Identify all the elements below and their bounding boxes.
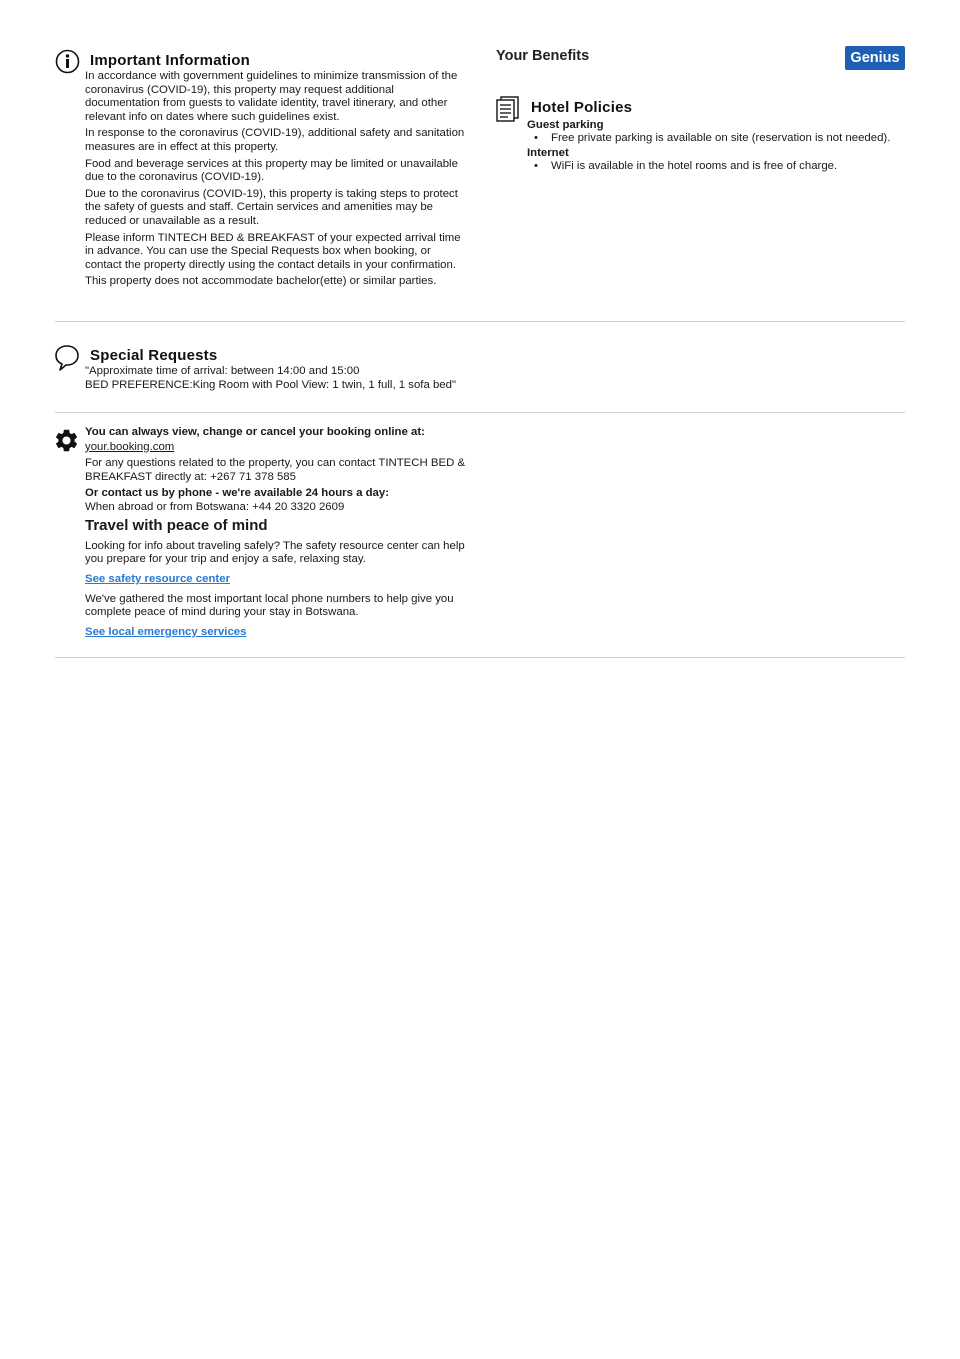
info-paragraph: In response to the coronavirus (COVID-19), additional safety and sanitation measures are in effect at this property. xyxy=(85,127,465,153)
info-paragraph: Due to the coronavirus (COVID-19), this property is taking steps to protect the safety of guests and staff. Certain services and amenities may be reduced or unavailable as a result. xyxy=(85,187,458,227)
property-contact-text: For any questions related to the property, you can contact TINTECH BED & BREAKFAST directly at: +267 71 378 585 xyxy=(85,457,466,483)
info-paragraph: Please inform TINTECH BED & BREAKFAST of your expected arrival time in advance. You can use the Special Requests box when booking, or contact the property directly using the contact details in your confirmation. xyxy=(85,231,461,271)
special-request-line: "Approximate time of arrival: between 14:00 and 15:00 xyxy=(85,365,360,377)
speech-bubble-icon xyxy=(54,344,80,377)
policy-heading-internet: Internet xyxy=(527,147,569,160)
hotel-policies-body xyxy=(527,118,907,175)
important-information-body xyxy=(85,70,470,289)
info-paragraph: In accordance with government guidelines to minimize transmission of the coronavirus (COVID-19), this property may request additional documentation from guests to validate identity, travel itinerary, and other relevant info on dates where such guidelines exist. xyxy=(85,70,458,123)
section-divider xyxy=(55,321,905,322)
policy-item: • Free private parking is available on site (reservation is not needed). xyxy=(527,132,907,145)
gear-icon xyxy=(53,427,80,459)
special-requests-title: Special Requests xyxy=(90,347,218,364)
travel-peace-title: Travel with peace of mind xyxy=(85,516,268,534)
special-requests-body xyxy=(85,365,485,392)
policy-heading-guest-parking: Guest parking xyxy=(527,119,604,131)
policy-item: • WiFi is available in the hotel rooms and is free of charge. xyxy=(527,160,907,173)
emergency-link-line xyxy=(85,622,475,640)
phone-contact-heading: Or contact us by phone - we're available 24 hours a day: xyxy=(85,487,390,500)
phone-contact-line: When abroad or from Botswana: +44 20 3320 2609 xyxy=(85,500,345,513)
manage-booking-body xyxy=(85,426,475,640)
info-paragraph: Food and beverage services at this property may be limited or unavailable due to the coronavirus (COVID-19). xyxy=(85,157,458,184)
policy-list xyxy=(527,160,907,173)
document-icon xyxy=(496,96,520,127)
safety-link-line xyxy=(85,569,475,587)
hotel-policies-title: Hotel Policies xyxy=(531,99,633,116)
section-divider xyxy=(55,657,905,658)
safety-text: Looking for info about traveling safely? The safety resource center can help you prepare for your trip and enjoy a safe, relaxing stay. xyxy=(85,539,465,566)
genius-badge: Genius xyxy=(845,46,905,70)
emergency-services-link[interactable]: See local emergency services xyxy=(85,625,247,638)
safety-resource-link[interactable]: See safety resource center xyxy=(85,572,230,585)
info-icon xyxy=(55,49,80,79)
emergency-text: We've gathered the most important local phone numbers to help give you complete peace of mind during your stay in Botswana. xyxy=(85,592,454,619)
your-benefits-title: Your Benefits xyxy=(496,48,590,64)
info-paragraph: This property does not accommodate bachelor(ette) or similar parties. xyxy=(85,275,437,288)
booking-site-link[interactable]: your.booking.com xyxy=(85,440,175,453)
special-request-line: BED PREFERENCE:King Room with Pool View: 1 twin, 1 full, 1 sofa bed" xyxy=(85,378,457,391)
booking-link-line xyxy=(85,441,475,455)
manage-booking-intro: You can always view, change or cancel your booking online at: xyxy=(85,426,425,438)
important-information-title: Important Information xyxy=(90,52,251,69)
policy-list xyxy=(527,132,907,145)
section-divider xyxy=(55,412,905,413)
